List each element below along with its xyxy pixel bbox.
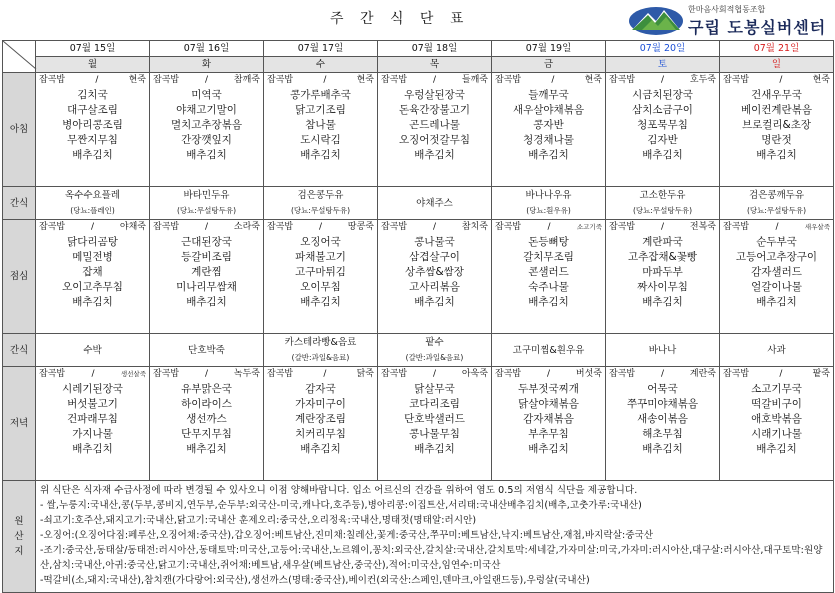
lunch-label: 점심 xyxy=(3,220,36,334)
porridge-label: 현죽 xyxy=(356,75,374,85)
porridge-label: 들깨죽 xyxy=(461,75,488,85)
dish-item: 도시락김 xyxy=(300,134,341,146)
dish-item: 계란찜 xyxy=(191,266,222,278)
dish-item: 배추김치 xyxy=(186,149,227,161)
snack-item: 검은콩깨두유 xyxy=(748,190,805,201)
dish-item: 어묵국 xyxy=(647,383,678,395)
dish-item: 청포묵무침 xyxy=(637,119,688,131)
dish-item: 시금치된장국 xyxy=(632,89,693,101)
grain-label: 잡곡밥 xyxy=(267,75,294,85)
dish-item: 새송이볶음 xyxy=(637,413,688,425)
porridge-label: 생선살죽 xyxy=(120,370,146,378)
grain-label: 잡곡밥 xyxy=(723,369,750,379)
dish-item: 브로컬리&초장 xyxy=(741,119,812,131)
grain-porridge-line xyxy=(378,220,491,235)
dish-item: 부추무침 xyxy=(528,428,569,440)
dish-item: 등갈비조림 xyxy=(181,251,232,263)
grain-label: 잡곡밥 xyxy=(381,369,408,379)
dish-item: 콩자반 xyxy=(533,119,564,131)
weekday-cell: 월 xyxy=(36,57,150,73)
separator: / xyxy=(323,369,327,379)
grain-porridge-line xyxy=(720,220,833,235)
notice-line: - 쌀,누룽지:국내산,콩(두부,콩비지,연두부,순두부:외국산-미국,캐나다,호주등),병아리콩:이집트산,서리태:국내산배추김치(배추,고춧가루:국내산) xyxy=(40,500,642,511)
grain-label: 잡곡밥 xyxy=(723,222,750,232)
dish-item: 대구살조림 xyxy=(67,104,118,116)
dish-item: 감자샐러드 xyxy=(751,266,802,278)
grain-porridge-line xyxy=(606,367,719,382)
dish-item: 삼치소금구이 xyxy=(632,104,693,116)
separator: / xyxy=(204,75,209,85)
porridge-label: 호두죽 xyxy=(689,75,716,85)
dish-item: 배추김치 xyxy=(300,296,341,308)
dish-item: 배추김치 xyxy=(72,149,113,161)
dish-item: 배추김치 xyxy=(756,149,797,161)
dinner-cell xyxy=(36,367,150,481)
dish-item: 배추김치 xyxy=(300,149,341,161)
snack-cell xyxy=(36,334,150,367)
dish-item: 짜사이무침 xyxy=(637,281,688,293)
snack-item: 카스테라빵&음료 xyxy=(284,337,357,348)
date-cell: 07월 15일 xyxy=(36,41,150,57)
snack-pm-row xyxy=(3,334,834,367)
snack-diabetic-alt: (당뇨:무설탕두유) xyxy=(632,206,693,215)
notice-line: -쇠고기:호주산,돼지고기:국내산,닭고기:국내산 훈제오리:중국산,오리정육:국내산,명태젓(명태알:러시안) xyxy=(40,515,477,526)
snack-item: 바나나 xyxy=(648,344,677,356)
grain-porridge-line xyxy=(606,73,719,88)
weekday-row xyxy=(3,57,834,73)
date-cell: 07월 18일 xyxy=(378,41,492,57)
snack-item: 바나나우유 xyxy=(525,190,572,201)
dish-item: 파채불고기 xyxy=(295,251,346,263)
center-logo xyxy=(628,2,833,38)
grain-label: 잡곡밥 xyxy=(723,75,750,85)
lunch-cell xyxy=(720,220,834,334)
separator: / xyxy=(660,369,665,379)
grain-porridge-line xyxy=(264,367,377,382)
grain-porridge-line xyxy=(36,367,149,382)
grain-porridge-line xyxy=(264,220,377,235)
dish-item: 두부젓국찌개 xyxy=(518,383,579,395)
dish-item: 상추쌈&쌈장 xyxy=(405,266,464,278)
snack-item: 야채주스 xyxy=(416,197,453,209)
origin-row xyxy=(3,481,834,593)
breakfast-cell xyxy=(606,73,720,187)
dish-item: 콩나물무침 xyxy=(409,428,460,440)
dish-item: 삼겹살구이 xyxy=(409,251,460,263)
lunch-cell xyxy=(492,220,606,334)
weekday-cell: 토 xyxy=(606,57,720,73)
dish-item: 해초무침 xyxy=(642,428,683,440)
dinner-cell xyxy=(150,367,264,481)
porridge-label: 버섯죽 xyxy=(575,369,602,379)
snack-item: 사과 xyxy=(767,344,786,356)
dish-item: 시래기나물 xyxy=(751,428,802,440)
dish-item: 코다리조림 xyxy=(409,398,460,410)
snack-cell xyxy=(36,187,150,220)
porridge-label: 현죽 xyxy=(812,75,830,85)
weekday-cell: 금 xyxy=(492,57,606,73)
dish-item: 콩나물국 xyxy=(414,236,455,248)
snack-cell xyxy=(492,187,606,220)
dish-item: 생선까스 xyxy=(186,413,227,425)
snack-item: 고소한두유 xyxy=(639,190,686,201)
dish-item: 떡갈비구이 xyxy=(751,398,802,410)
snack-item: 검은콩두유 xyxy=(297,190,344,201)
dish-item: 배추김치 xyxy=(300,443,341,455)
dish-item: 콩가루배추국 xyxy=(290,89,351,101)
separator: / xyxy=(432,222,437,232)
porridge-label: 계란죽 xyxy=(689,369,716,379)
porridge-label: 소라죽 xyxy=(233,222,260,232)
separator: / xyxy=(318,222,323,232)
snack-cell xyxy=(264,187,378,220)
dish-item: 갈치무조림 xyxy=(523,251,574,263)
dish-item: 참나물 xyxy=(305,119,336,131)
dinner-label: 저녁 xyxy=(3,367,36,481)
snack-diabetic-alt: (당뇨:무설탕두유) xyxy=(176,206,237,215)
dish-item: 소고기무국 xyxy=(751,383,802,395)
separator: / xyxy=(775,222,779,232)
dish-item: 닭살야채볶음 xyxy=(518,398,579,410)
dish-item: 콘샐러드 xyxy=(528,266,569,278)
separator: / xyxy=(204,369,209,379)
snack-diabetic-alt: (당뇨:무설탕두유) xyxy=(746,206,807,215)
dish-item: 배추김치 xyxy=(642,149,683,161)
dish-item: 배추김치 xyxy=(642,443,683,455)
date-cell: 07월 21일 xyxy=(720,41,834,57)
dish-item: 버섯불고기 xyxy=(67,398,118,410)
snack-item: 바타민두유 xyxy=(183,190,230,201)
dish-item: 가지나물 xyxy=(72,428,113,440)
dish-item: 고사리볶음 xyxy=(409,281,460,293)
separator: / xyxy=(547,222,551,232)
snack-cell xyxy=(378,187,492,220)
dish-item: 가자미구이 xyxy=(295,398,346,410)
snack-cell xyxy=(150,334,264,367)
dish-item: 미역국 xyxy=(191,89,222,101)
snack-cell xyxy=(378,334,492,367)
dish-item: 고구마튀김 xyxy=(295,266,346,278)
grain-label: 잡곡밥 xyxy=(267,369,294,379)
dish-item: 새우살야채볶음 xyxy=(512,104,584,116)
dish-item: 메밀전병 xyxy=(72,251,113,263)
dish-item: 유부맑은국 xyxy=(181,383,232,395)
dish-item: 곤드레나물 xyxy=(409,119,460,131)
separator: / xyxy=(204,222,209,232)
breakfast-cell xyxy=(720,73,834,187)
date-cell: 07월 19일 xyxy=(492,41,606,57)
dish-item: 애호박볶음 xyxy=(751,413,802,425)
snack-label: 간식 xyxy=(3,334,36,367)
dish-item: 무짠지무침 xyxy=(67,134,118,146)
origin-notice xyxy=(36,481,834,593)
dish-item: 청경채나물 xyxy=(523,134,574,146)
notice-line: 위 식단은 식자재 수급사정에 따라 변경될 수 있사오니 이점 양해바랍니다. 입소 어르신의 건강을 위하여 염도 0.5의 저염식 식단을 제공합니다. xyxy=(40,485,638,496)
dish-item: 시레기된장국 xyxy=(62,383,123,395)
dish-item: 잡채 xyxy=(82,266,103,278)
mountain-logo-icon xyxy=(628,4,684,36)
snack-cell xyxy=(606,187,720,220)
notice-line: -조기:중국산,동태살/동태전:러시아산,동태토막:미국산,고등어:국내산,노르웨이,꽁치:외국산,갈치살:국내산,갈치토막:세네갈,가자미살:미국,가자미:러시아산,대구살:러시아산,대구토막:원양산,삼치:국내산,아귀:중국산,닭고기:국내산,쥐어채:베트남,새우살(베트남산,중국산),적어:미국산,임연수:미국산 xyxy=(40,545,823,571)
dish-item: 얼갈이나물 xyxy=(751,281,802,293)
grain-porridge-line xyxy=(720,73,833,88)
dish-item: 명란젓 xyxy=(761,134,792,146)
dish-item: 건파래무침 xyxy=(67,413,118,425)
dinner-cell xyxy=(264,367,378,481)
dish-item: 닭고기조림 xyxy=(295,104,346,116)
grain-label: 잡곡밥 xyxy=(609,369,636,379)
separator: / xyxy=(323,75,327,85)
porridge-label: 녹두죽 xyxy=(233,369,260,379)
dish-item: 배추김치 xyxy=(414,443,455,455)
grain-label: 잡곡밥 xyxy=(495,369,522,379)
dish-item: 계란파국 xyxy=(642,236,683,248)
dish-item: 배추김치 xyxy=(186,296,227,308)
dish-item: 하이라이스 xyxy=(181,398,232,410)
date-cell: 07월 17일 xyxy=(264,41,378,57)
snack-label: 간식 xyxy=(3,187,36,220)
grain-label: 잡곡밥 xyxy=(153,75,180,85)
dish-item: 배추김치 xyxy=(756,443,797,455)
grain-label: 잡곡밥 xyxy=(153,369,180,379)
snack-am-row xyxy=(3,187,834,220)
dish-item: 단호박샐러드 xyxy=(404,413,465,425)
grain-label: 잡곡밥 xyxy=(495,75,522,85)
dinner-cell xyxy=(606,367,720,481)
lunch-cell xyxy=(150,220,264,334)
porridge-label: 전복죽 xyxy=(689,222,716,232)
diagonal-line-icon xyxy=(3,41,36,69)
grain-label: 잡곡밥 xyxy=(609,222,636,232)
dish-item: 배추김치 xyxy=(528,149,569,161)
dish-item: 근대된장국 xyxy=(181,236,232,248)
separator: / xyxy=(779,369,783,379)
separator: / xyxy=(95,75,99,85)
snack-cell xyxy=(492,334,606,367)
separator: / xyxy=(779,75,783,85)
grain-label: 잡곡밥 xyxy=(381,75,408,85)
weekday-cell: 수 xyxy=(264,57,378,73)
snack-diabetic-alt: (당뇨:플레인) xyxy=(70,206,115,215)
grain-label: 잡곡밥 xyxy=(153,222,180,232)
dish-item: 병아리콩조림 xyxy=(62,119,123,131)
grain-porridge-line xyxy=(36,73,149,88)
snack-item: 단호박죽 xyxy=(188,344,225,356)
breakfast-row xyxy=(3,73,834,187)
page-title: 주 간 식 단 표 xyxy=(330,11,470,27)
dish-item: 베이컨계란볶음 xyxy=(740,104,812,116)
porridge-label: 현죽 xyxy=(584,75,602,85)
grain-porridge-line xyxy=(378,73,491,88)
porridge-label: 새우살죽 xyxy=(804,223,830,231)
dish-item: 배추김치 xyxy=(72,443,113,455)
dish-item: 돈육간장불고기 xyxy=(398,104,470,116)
dish-item: 고추잡채&꽃빵 xyxy=(627,251,698,263)
snack-item: 팥수 xyxy=(425,337,444,348)
date-cell: 07월 16일 xyxy=(150,41,264,57)
separator: / xyxy=(91,369,95,379)
grain-label: 잡곡밥 xyxy=(39,75,66,85)
porridge-label: 닭죽 xyxy=(356,369,374,379)
dish-item: 우렁살된장국 xyxy=(404,89,465,101)
dish-item: 감자국 xyxy=(305,383,336,395)
lunch-cell xyxy=(264,220,378,334)
grain-label: 잡곡밥 xyxy=(39,222,66,232)
grain-label: 잡곡밥 xyxy=(39,369,66,379)
dish-item: 들깨무국 xyxy=(528,89,569,101)
grain-porridge-line xyxy=(492,220,605,235)
dish-item: 순두부국 xyxy=(756,236,797,248)
snack-item: 고구미찜&흰우유 xyxy=(512,344,585,356)
date-row xyxy=(3,41,834,57)
dish-item: 야채고기말이 xyxy=(176,104,237,116)
dish-item: 닭다리곰탕 xyxy=(67,236,118,248)
snack-item: 옥수수요플레 xyxy=(64,190,121,201)
dish-item: 오이고추무침 xyxy=(62,281,123,293)
porridge-label: 현죽 xyxy=(128,75,146,85)
grain-porridge-line xyxy=(150,73,263,88)
logo-subtitle: 한마음사회적협동조합 xyxy=(688,5,766,14)
dish-item: 쭈꾸미야채볶음 xyxy=(626,398,698,410)
lunch-cell xyxy=(606,220,720,334)
grain-label: 잡곡밥 xyxy=(495,222,522,232)
breakfast-cell xyxy=(378,73,492,187)
lunch-row xyxy=(3,220,834,334)
weekly-menu-table xyxy=(2,40,834,593)
porridge-label: 소고기죽 xyxy=(576,223,602,231)
snack-cell xyxy=(150,187,264,220)
dish-item: 마파두부 xyxy=(642,266,683,278)
date-cell: 07월 20일 xyxy=(606,41,720,57)
separator: / xyxy=(90,222,95,232)
dish-item: 오이무침 xyxy=(300,281,341,293)
dinner-cell xyxy=(492,367,606,481)
grain-porridge-line xyxy=(606,220,719,235)
dish-item: 숙주나물 xyxy=(528,281,569,293)
notice-line: -오징어:(오징어다짐:페루산,오징어채:중국산),갑오징어:베트남산,진미채:칠레산,꽃게:중국산,쭈꾸미:베트남산,낙지:베트남산,재첩,바지락살:중국산 xyxy=(40,530,654,541)
dish-item: 간장깻잎지 xyxy=(181,134,232,146)
grain-porridge-line xyxy=(492,73,605,88)
lunch-cell xyxy=(378,220,492,334)
grain-porridge-line xyxy=(150,367,263,382)
separator: / xyxy=(660,222,665,232)
origin-label: 원 산 지 xyxy=(3,481,36,593)
porridge-label: 땅콩죽 xyxy=(347,222,374,232)
dish-item: 배추김치 xyxy=(528,296,569,308)
snack-diabetic-alt: (갈반:과일&음료) xyxy=(405,353,464,362)
breakfast-label: 아침 xyxy=(3,73,36,187)
dish-item: 계란장조림 xyxy=(295,413,346,425)
grain-porridge-line xyxy=(378,367,491,382)
breakfast-cell xyxy=(150,73,264,187)
breakfast-cell xyxy=(492,73,606,187)
dinner-row xyxy=(3,367,834,481)
weekday-cell: 일 xyxy=(720,57,834,73)
dish-item: 미나리무쌈채 xyxy=(176,281,237,293)
snack-diabetic-alt: (당뇨:무설탕두유) xyxy=(290,206,351,215)
grain-porridge-line xyxy=(492,367,605,382)
dish-item: 배추김치 xyxy=(642,296,683,308)
dish-item: 고등어고추장구이 xyxy=(735,251,818,263)
corner-cell xyxy=(3,41,36,73)
notice-line: -떡갈비(소,돼지:국내산),참치캔(가다랑어:외국산),생선까스(명태:중국산),베이컨(외국산:스페인,덴마크,아일랜드등),우렁살(국내산) xyxy=(40,575,590,586)
dish-item: 오징어국 xyxy=(300,236,341,248)
weekday-cell: 목 xyxy=(378,57,492,73)
logo-name: 구립 도봉실버센터 xyxy=(688,18,827,37)
separator: / xyxy=(432,75,437,85)
grain-porridge-line xyxy=(264,73,377,88)
dish-item: 배추김치 xyxy=(756,296,797,308)
snack-cell xyxy=(720,187,834,220)
dish-item: 오징어젓갈무침 xyxy=(398,134,470,146)
separator: / xyxy=(546,369,551,379)
grain-porridge-line xyxy=(150,220,263,235)
separator: / xyxy=(660,75,665,85)
snack-diabetic-alt: (갈반:과일&음료) xyxy=(291,353,350,362)
grain-label: 잡곡밥 xyxy=(381,222,408,232)
porridge-label: 아욱죽 xyxy=(461,369,488,379)
grain-porridge-line xyxy=(36,220,149,235)
dish-item: 김치국 xyxy=(77,89,108,101)
grain-porridge-line xyxy=(720,367,833,382)
dish-item: 건새우무국 xyxy=(751,89,802,101)
dish-item: 멸치고추장볶음 xyxy=(170,119,242,131)
grain-label: 잡곡밥 xyxy=(267,222,294,232)
dinner-cell xyxy=(378,367,492,481)
dish-item: 단무지무침 xyxy=(181,428,232,440)
separator: / xyxy=(432,369,437,379)
dish-item: 배추김치 xyxy=(186,443,227,455)
dish-item: 돈등뼈탕 xyxy=(528,236,569,248)
porridge-label: 참치죽 xyxy=(461,222,488,232)
dish-item: 배추김치 xyxy=(72,296,113,308)
porridge-label: 참깨죽 xyxy=(233,75,260,85)
lunch-cell xyxy=(36,220,150,334)
snack-item: 수박 xyxy=(83,344,102,356)
breakfast-cell xyxy=(36,73,150,187)
porridge-label: 야채죽 xyxy=(119,222,146,232)
snack-diabetic-alt: (당뇨:흰우유) xyxy=(526,206,571,215)
dish-item: 배추김치 xyxy=(414,149,455,161)
dish-item: 배추김치 xyxy=(528,443,569,455)
dish-item: 닭살무국 xyxy=(414,383,455,395)
weekday-cell: 화 xyxy=(150,57,264,73)
snack-cell xyxy=(720,334,834,367)
porridge-label: 팥죽 xyxy=(812,369,830,379)
dinner-cell xyxy=(720,367,834,481)
separator: / xyxy=(551,75,555,85)
snack-cell xyxy=(264,334,378,367)
dish-item: 감자채볶음 xyxy=(523,413,574,425)
dish-item: 김자반 xyxy=(647,134,678,146)
dish-item: 치커리무침 xyxy=(295,428,346,440)
breakfast-cell xyxy=(264,73,378,187)
grain-label: 잡곡밥 xyxy=(609,75,636,85)
snack-cell xyxy=(606,334,720,367)
dish-item: 배추김치 xyxy=(414,296,455,308)
